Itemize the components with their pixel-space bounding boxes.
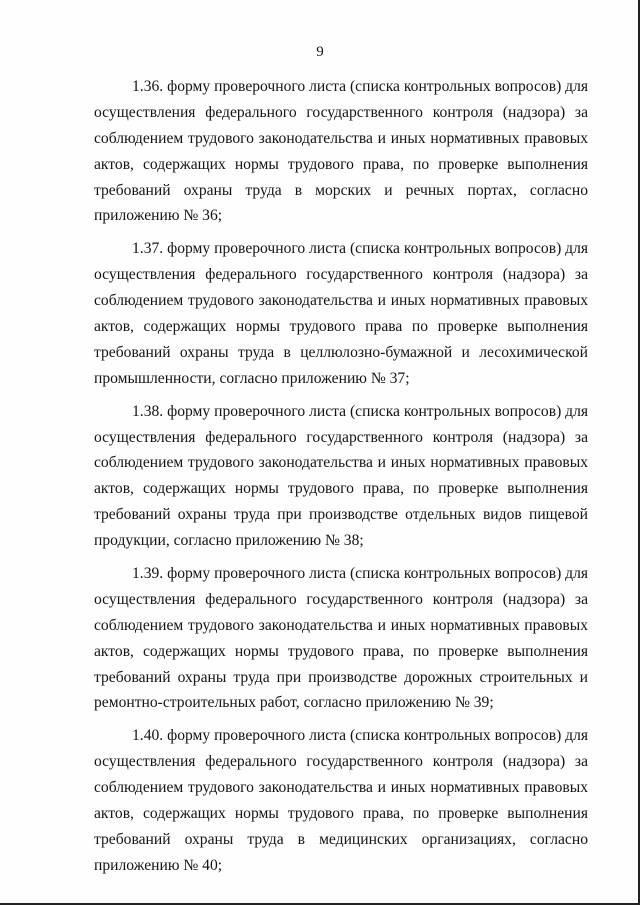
- text-line: требований охраны труда в целлюлозно-бумажной и лесохимической: [94, 343, 588, 361]
- text-line: осуществления федерального государственного контроля (надзора) за: [94, 103, 588, 121]
- text-line: требований охраны труда в морских и речных портах, согласно: [94, 181, 588, 199]
- paragraph-1-40: [94, 723, 588, 878]
- text-line: требований охраны труда при производстве дорожных строительных и: [94, 668, 588, 686]
- text-line: продукции, согласно приложению № 38;: [94, 532, 364, 550]
- paragraph-1-36: [94, 74, 588, 229]
- paragraph-1-37: [94, 236, 588, 391]
- page-number: 9: [316, 44, 324, 60]
- text-line: промышленности, согласно приложению № 37;: [94, 369, 410, 387]
- text-line: соблюдением трудового законодательства и иных нормативных правовых: [94, 779, 588, 797]
- text-line: 1.39. форму проверочного листа (списка контрольных вопросов) для: [132, 565, 588, 583]
- paragraph-1-39: [94, 561, 588, 716]
- text-line: 1.37. форму проверочного листа (списка контрольных вопросов) для: [132, 240, 588, 258]
- paragraph-1-38: [94, 399, 588, 554]
- text-line: осуществления федерального государственного контроля (надзора) за: [94, 753, 588, 771]
- text-line: актов, содержащих нормы трудового права, по проверке выполнения: [94, 805, 588, 823]
- text-line: приложению № 36;: [94, 207, 223, 225]
- text-line: 1.36. форму проверочного листа (списка контрольных вопросов) для: [132, 78, 588, 95]
- text-line: ремонтно-строительных работ, согласно приложению № 39;: [94, 694, 494, 712]
- text-line: соблюдением трудового законодательства и иных нормативных правовых: [94, 292, 588, 310]
- text-line: актов, содержащих нормы трудового права, по проверке выполнения: [94, 480, 588, 498]
- text-line: осуществления федерального государственного контроля (надзора) за: [94, 428, 588, 446]
- text-line: 1.38. форму проверочного листа (списка контрольных вопросов) для: [132, 402, 588, 420]
- text-line: соблюдением трудового законодательства и иных нормативных правовых: [94, 454, 588, 472]
- text-line: соблюдением трудового законодательства и иных нормативных правовых: [94, 129, 588, 147]
- text-line: актов, содержащих нормы трудового права, по проверке выполнения: [94, 642, 588, 660]
- text-line: актов, содержащих нормы трудового права по проверке выполнения: [94, 318, 588, 336]
- text-line: осуществления федерального государственного контроля (надзора) за: [94, 590, 588, 608]
- text-line: 1.40. форму проверочного листа (списка контрольных вопросов) для: [132, 727, 588, 745]
- text-line: актов, содержащих нормы трудового права, по проверке выполнения: [94, 155, 588, 173]
- text-line: требований охраны труда при производстве отдельных видов пищевой: [94, 506, 588, 524]
- document-body: [94, 74, 588, 886]
- text-line: осуществления федерального государственного контроля (надзора) за: [94, 266, 588, 284]
- text-line: приложению № 40;: [94, 856, 223, 874]
- text-line: требований охраны труда в медицинских организациях, согласно: [94, 830, 588, 848]
- text-line: соблюдением трудового законодательства и иных нормативных правовых: [94, 616, 588, 634]
